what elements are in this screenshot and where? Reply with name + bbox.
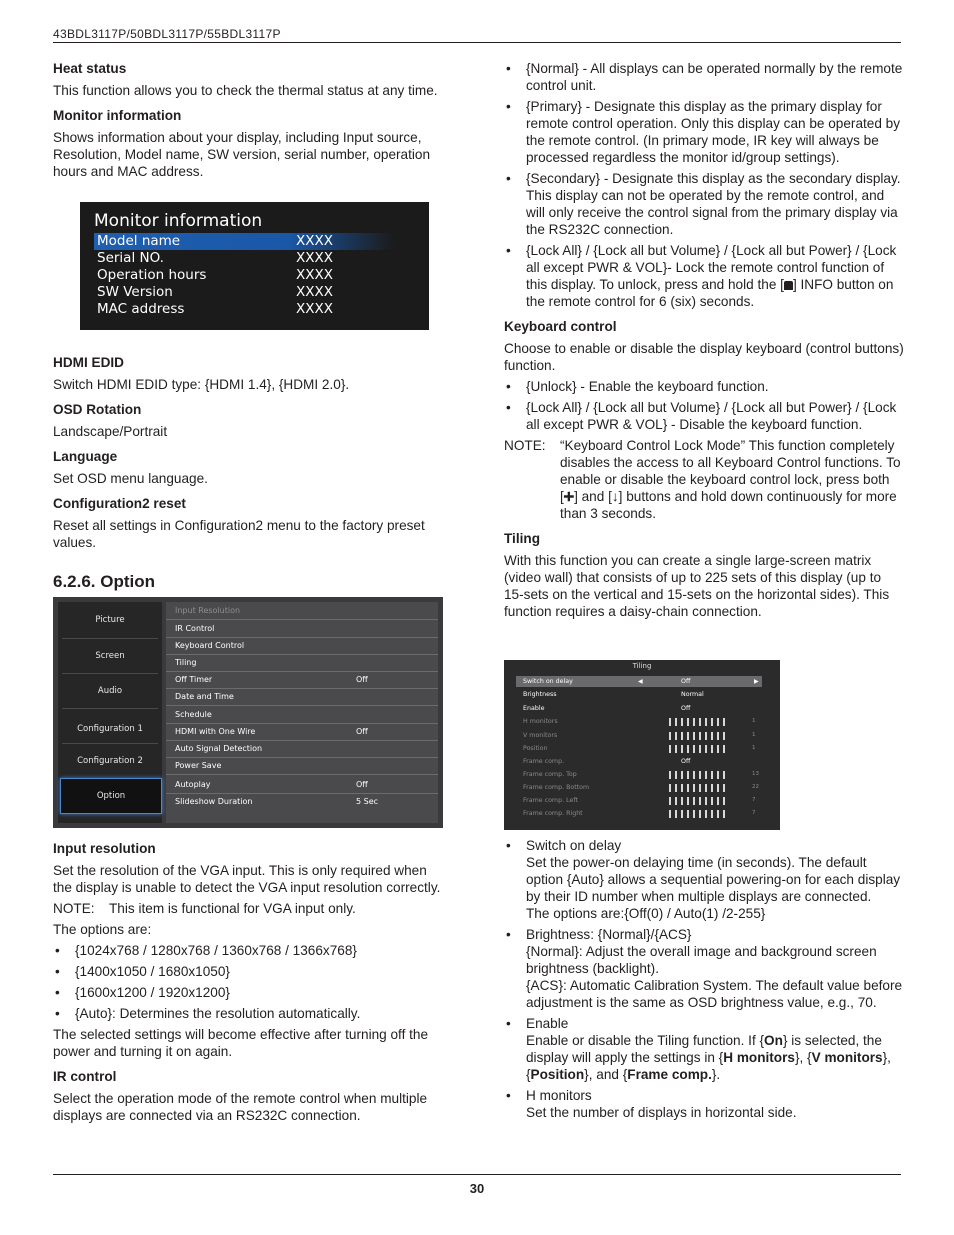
tiling-slider[interactable] bbox=[669, 797, 725, 805]
tiling-slider[interactable] bbox=[669, 732, 725, 740]
tiling-slider[interactable] bbox=[669, 810, 725, 818]
right-column-lower bbox=[504, 837, 904, 1121]
tiling-row[interactable]: Frame comp. Top 13 bbox=[523, 771, 759, 778]
config2-reset-text: Reset all settings in Configuration2 menu to the factory preset values. bbox=[53, 518, 425, 550]
down-arrow-button-icon: ↓ bbox=[611, 489, 619, 504]
sidebar-item-configuration-1[interactable]: Configuration 1 bbox=[77, 724, 143, 734]
monitor-info-text: Shows information about your display, including Input source, Resolution, Model name, SW version, serial number, operation hours and MAC address. bbox=[53, 130, 431, 179]
menu-item-hdmi-one-wire[interactable]: HDMI with One Wire Off bbox=[166, 723, 438, 741]
menu-item-autoplay[interactable]: Autoplay Off bbox=[166, 776, 438, 794]
sidebar-divider bbox=[62, 673, 158, 674]
tiling-heading: Tiling bbox=[504, 531, 540, 546]
tiling-row[interactable]: Brightness Normal bbox=[523, 691, 704, 698]
left-column bbox=[53, 60, 443, 180]
heat-status-text: This function allows you to check the thermal status at any time. bbox=[53, 83, 438, 98]
language-heading: Language bbox=[53, 449, 118, 464]
osd-rotation-text: Landscape/Portrait bbox=[53, 424, 168, 439]
document-header: 43BDL3117P/50BDL3117P/55BDL3117P bbox=[53, 27, 281, 41]
menu-item-power-save[interactable]: Power Save bbox=[166, 757, 438, 775]
input-resolution-note: NOTE: This item is functional for VGA input only. bbox=[53, 901, 356, 916]
left-arrow-icon[interactable]: ◀ bbox=[638, 678, 643, 685]
list-item: • {Secondary} - Designate this display as the secondary display. This display can not be operated by the remote control, and will only receive the control signal from the primary display via the RS232C connection. bbox=[504, 170, 904, 238]
header-rule bbox=[53, 42, 901, 43]
menu-item-off-timer[interactable]: Off Timer Off bbox=[166, 671, 438, 689]
menu-item-schedule[interactable]: Schedule bbox=[166, 706, 438, 724]
menu-item-auto-signal-detection[interactable]: Auto Signal Detection bbox=[166, 740, 438, 758]
list-item: • {1024x768 / 1280x768 / 1360x768 / 1366x768} bbox=[53, 942, 448, 959]
option-menu-list bbox=[166, 602, 438, 823]
tiling-row[interactable]: V monitors 1 bbox=[523, 732, 756, 739]
keyboard-heading: Keyboard control bbox=[504, 319, 617, 334]
config2-reset-heading: Configuration2 reset bbox=[53, 496, 186, 511]
osd-rotation-heading: OSD Rotation bbox=[53, 402, 142, 417]
menu-item-slideshow-duration[interactable]: Slideshow Duration 5 Sec bbox=[175, 797, 379, 806]
sidebar-divider bbox=[62, 638, 158, 639]
option-menu-sidebar bbox=[58, 602, 162, 823]
input-resolution-after: The selected settings will become effective after turning off the power and turning it on again. bbox=[53, 1027, 429, 1059]
list-item: • {Auto}: Determines the resolution automatically. bbox=[53, 1005, 448, 1022]
section-title: 6.2.6. Option bbox=[53, 572, 156, 591]
monitor-info-heading: Monitor information bbox=[53, 108, 182, 123]
list-item: • H monitors Set the number of displays in horizontal side. bbox=[504, 1087, 904, 1121]
keyboard-text: Choose to enable or disable the display keyboard (control buttons) function. bbox=[504, 341, 904, 373]
page-number: 30 bbox=[469, 1181, 485, 1196]
menu-item-date-and-time[interactable]: Date and Time bbox=[166, 688, 438, 706]
tiling-row[interactable]: Frame comp. Off bbox=[523, 758, 691, 765]
ir-control-text: Select the operation mode of the remote control when multiple displays are connected via an RS232C connection. bbox=[53, 1091, 428, 1123]
tiling-row[interactable]: Enable Off bbox=[523, 705, 691, 712]
monitor-info-row: SW Version XXXX bbox=[97, 284, 333, 300]
list-item: • Brightness: {Normal}/{ACS} {Normal}: Adjust the overall image and background screen brightness (backlight). {ACS}: Automatic Calibration System. The default value before adjustment is the same as OSD brightness value, e.g., 70. bbox=[504, 926, 904, 1011]
sidebar-item-option[interactable]: Option bbox=[60, 778, 162, 814]
sidebar-item-configuration-2[interactable]: Configuration 2 bbox=[77, 756, 143, 766]
list-item: • {1600x1200 / 1920x1200} bbox=[53, 984, 448, 1001]
keyboard-note: NOTE: “Keyboard Control Lock Mode” This function completely disables the access to all Keyboard Control functions. To enable or disable the keyboard control lock, press both [➕︎] and [↓] buttons and hold down continuously for more than 3 seconds. bbox=[504, 438, 901, 521]
monitor-info-row: Serial NO. XXXX bbox=[97, 250, 333, 266]
language-text: Set OSD menu language. bbox=[53, 471, 208, 486]
hdmi-edid-text: Switch HDMI EDID type: {HDMI 1.4}, {HDMI 2.0}. bbox=[53, 377, 350, 392]
tiling-panel bbox=[504, 660, 780, 830]
monitor-info-row: MAC address XXXX bbox=[97, 301, 333, 317]
right-column bbox=[504, 60, 904, 620]
tiling-slider[interactable] bbox=[669, 718, 725, 726]
monitor-info-panel-title: Monitor information bbox=[94, 211, 263, 231]
menu-item-tiling[interactable]: Tiling bbox=[166, 654, 438, 672]
tiling-text: With this function you can create a single large-screen matrix (video wall) that consists of up to 225 sets of this display (up to 15-sets on the vertical and 15-sets on the horizontal sides). This function requires a daisy-chain connection. bbox=[504, 553, 890, 619]
tiling-row[interactable]: Position 1 bbox=[523, 745, 756, 752]
heat-status-heading: Heat status bbox=[53, 61, 127, 76]
ir-control-heading: IR control bbox=[53, 1069, 117, 1084]
left-column-settings bbox=[53, 354, 443, 551]
option-menu-panel bbox=[53, 597, 443, 828]
hdmi-edid-heading: HDMI EDID bbox=[53, 355, 124, 370]
footer-rule bbox=[53, 1174, 901, 1175]
tiling-row[interactable]: Switch on delay Off ◀ ▶ bbox=[516, 676, 762, 687]
menu-item-ir-control[interactable]: IR Control bbox=[166, 620, 438, 638]
info-button-icon bbox=[784, 281, 793, 290]
list-item: • {Normal} - All displays can be operated normally by the remote control unit. bbox=[504, 60, 904, 94]
sidebar-item-picture[interactable]: Picture bbox=[95, 615, 125, 625]
list-item: • {Lock All} / {Lock all but Volume} / {Lock all but Power} / {Lock all except PWR & VOL} - Disable the keyboard function. bbox=[504, 399, 904, 433]
list-item: • Enable Enable or disable the Tiling function. If {On} is selected, the display will apply the settings in {H monitors}, {V monitors}, {Position}, and {Frame comp.}. bbox=[504, 1015, 904, 1083]
tiling-row[interactable]: Frame comp. Bottom 22 bbox=[523, 784, 759, 791]
sidebar-divider bbox=[62, 743, 158, 744]
input-resolution-heading: Input resolution bbox=[53, 841, 156, 856]
sidebar-divider bbox=[62, 708, 158, 709]
monitor-info-panel bbox=[80, 202, 429, 330]
list-item: • Switch on delay Set the power-on delaying time (in seconds). The default option {Auto} allows a sequential powering-on for each display by their ID number when multiple displays are connected. The options are:{Off(0) / Auto(1) /2-255} bbox=[504, 837, 904, 922]
sidebar-item-screen[interactable]: Screen bbox=[95, 651, 125, 661]
tiling-row[interactable]: H monitors 1 bbox=[523, 718, 756, 725]
right-arrow-icon[interactable]: ▶ bbox=[754, 678, 759, 685]
list-item: • {1400x1050 / 1680x1050} bbox=[53, 963, 448, 980]
monitor-info-row: Operation hours XXXX bbox=[97, 267, 333, 283]
menu-item-keyboard-control[interactable]: Keyboard Control bbox=[166, 637, 438, 655]
options-intro: The options are: bbox=[53, 922, 152, 937]
sidebar-item-audio[interactable]: Audio bbox=[97, 686, 123, 696]
tiling-slider[interactable] bbox=[669, 784, 725, 792]
input-resolution-text: Set the resolution of the VGA input. This is only required when the display is unable to detect the VGA input resolution correctly. bbox=[53, 863, 441, 895]
list-item: • {Lock All} / {Lock all but Volume} / {Lock all but Power} / {Lock all except PWR & VOL}- Lock the remote control function of this display. To unlock, press and hold the [ ] INFO button on the remote control for 6 (six) seconds. bbox=[504, 242, 904, 310]
tiling-row[interactable]: Frame comp. Left 7 bbox=[523, 797, 756, 804]
left-column-lower bbox=[53, 840, 448, 1124]
tiling-row[interactable]: Frame comp. Right 7 bbox=[523, 810, 756, 817]
tiling-slider[interactable] bbox=[669, 771, 725, 779]
tiling-panel-title: Tiling bbox=[632, 662, 652, 670]
plus-button-icon: ➕︎ bbox=[563, 489, 575, 504]
list-item: • {Unlock} - Enable the keyboard function. bbox=[504, 378, 904, 395]
list-item: • {Primary} - Designate this display as the primary display for remote control operation. Only this display can be operated by the remote control. (In primary mode, IR key will always be processed regardless the monitor id/group settings). bbox=[504, 98, 904, 166]
monitor-info-row: Model name XXXX bbox=[94, 233, 394, 250]
tiling-slider[interactable] bbox=[669, 745, 725, 753]
menu-item-input-resolution[interactable]: Input Resolution bbox=[166, 602, 438, 620]
